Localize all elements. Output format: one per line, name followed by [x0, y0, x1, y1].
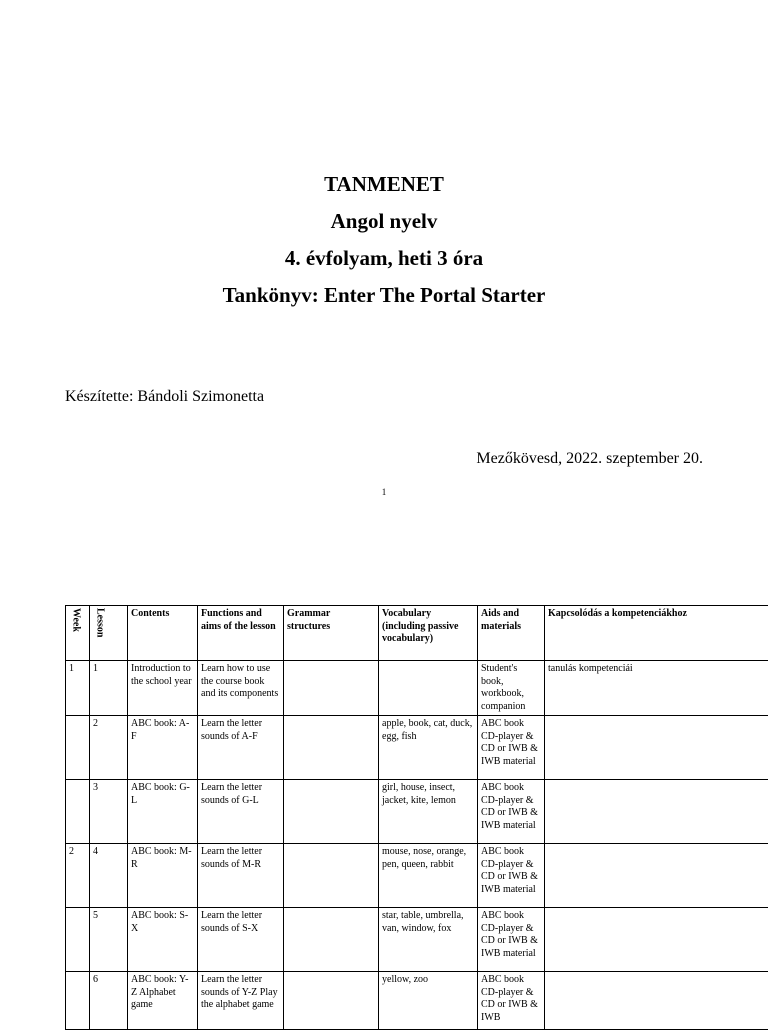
cell-grammar [284, 972, 379, 1030]
cell-functions: Learn the letter sounds of Y-Z Play the alphabet game [198, 972, 284, 1030]
cell-lesson: 1 [90, 661, 128, 716]
cell-vocabulary [379, 661, 478, 716]
table-header-row [66, 606, 768, 661]
table-row [66, 908, 768, 972]
cell-lesson: 3 [90, 780, 128, 844]
cell-week [66, 972, 90, 1030]
header-grammar: Grammar structures [284, 606, 379, 661]
cell-aids: ABC book CD-player & CD or IWB & IWB material [478, 716, 545, 780]
cell-competences: tanulás kompetenciái [545, 661, 768, 716]
table-row [66, 780, 768, 844]
cell-vocabulary: apple, book, cat, duck, egg, fish [379, 716, 478, 780]
header-vocabulary: Vocabulary (including passive vocabulary) [379, 606, 478, 661]
cell-grammar [284, 780, 379, 844]
table-row [66, 716, 768, 780]
cell-competences [545, 908, 768, 972]
cell-contents: ABC book: A-F [128, 716, 198, 780]
cell-lesson: 6 [90, 972, 128, 1030]
cell-week [66, 908, 90, 972]
cell-lesson: 5 [90, 908, 128, 972]
cell-grammar [284, 661, 379, 716]
document-title: TANMENET [0, 166, 768, 203]
header-competences: Kapcsolódás a kompetenciákhoz [545, 606, 768, 661]
header-week: Week [66, 606, 90, 661]
cell-lesson: 4 [90, 844, 128, 908]
cell-functions: Learn the letter sounds of S-X [198, 908, 284, 972]
cell-aids: ABC book CD-player & CD or IWB & IWB material [478, 908, 545, 972]
cell-aids: ABC book CD-player & CD or IWB & IWB material [478, 844, 545, 908]
header-lesson: Lesson [90, 606, 128, 661]
cell-week [66, 780, 90, 844]
author-line: Készítette: Bándoli Szimonetta [65, 388, 264, 406]
cell-week [66, 716, 90, 780]
page-number: 1 [0, 487, 768, 497]
cell-week: 2 [66, 844, 90, 908]
cell-contents: ABC book: Y-Z Alphabet game [128, 972, 198, 1030]
cell-lesson: 2 [90, 716, 128, 780]
textbook-line: Tankönyv: Enter The Portal Starter [0, 277, 768, 314]
cell-contents: ABC book: S-X [128, 908, 198, 972]
cell-vocabulary: star, table, umbrella, van, window, fox [379, 908, 478, 972]
curriculum-table [65, 605, 768, 1030]
cell-vocabulary: yellow, zoo [379, 972, 478, 1030]
subject-line: Angol nyelv [0, 203, 768, 240]
cell-competences [545, 716, 768, 780]
cell-competences [545, 844, 768, 908]
header-contents: Contents [128, 606, 198, 661]
header-functions: Functions and aims of the lesson [198, 606, 284, 661]
cell-competences [545, 972, 768, 1030]
cell-vocabulary: girl, house, insect, jacket, kite, lemon [379, 780, 478, 844]
cell-functions: Learn the letter sounds of A-F [198, 716, 284, 780]
cell-grammar [284, 908, 379, 972]
cell-vocabulary: mouse, nose, orange, pen, queen, rabbit [379, 844, 478, 908]
cell-competences [545, 780, 768, 844]
header-aids: Aids and materials [478, 606, 545, 661]
table-row [66, 972, 768, 1030]
cell-grammar [284, 844, 379, 908]
cell-contents: Introduction to the school year [128, 661, 198, 716]
document-title-block [0, 166, 768, 314]
cell-aids: ABC book CD-player & CD or IWB & IWB [478, 972, 545, 1030]
cell-contents: ABC book: M-R [128, 844, 198, 908]
grade-hours-line: 4. évfolyam, heti 3 óra [0, 240, 768, 277]
cell-aids: ABC book CD-player & CD or IWB & IWB material [478, 780, 545, 844]
cell-contents: ABC book: G-L [128, 780, 198, 844]
cell-aids: Student's book, workbook, companion [478, 661, 545, 716]
cell-functions: Learn the letter sounds of M-R [198, 844, 284, 908]
place-date-line: Mezőkövesd, 2022. szeptember 20. [476, 450, 703, 468]
cell-functions: Learn the letter sounds of G-L [198, 780, 284, 844]
cell-functions: Learn how to use the course book and its components [198, 661, 284, 716]
table-row [66, 844, 768, 908]
table-row [66, 661, 768, 716]
cell-week: 1 [66, 661, 90, 716]
cell-grammar [284, 716, 379, 780]
